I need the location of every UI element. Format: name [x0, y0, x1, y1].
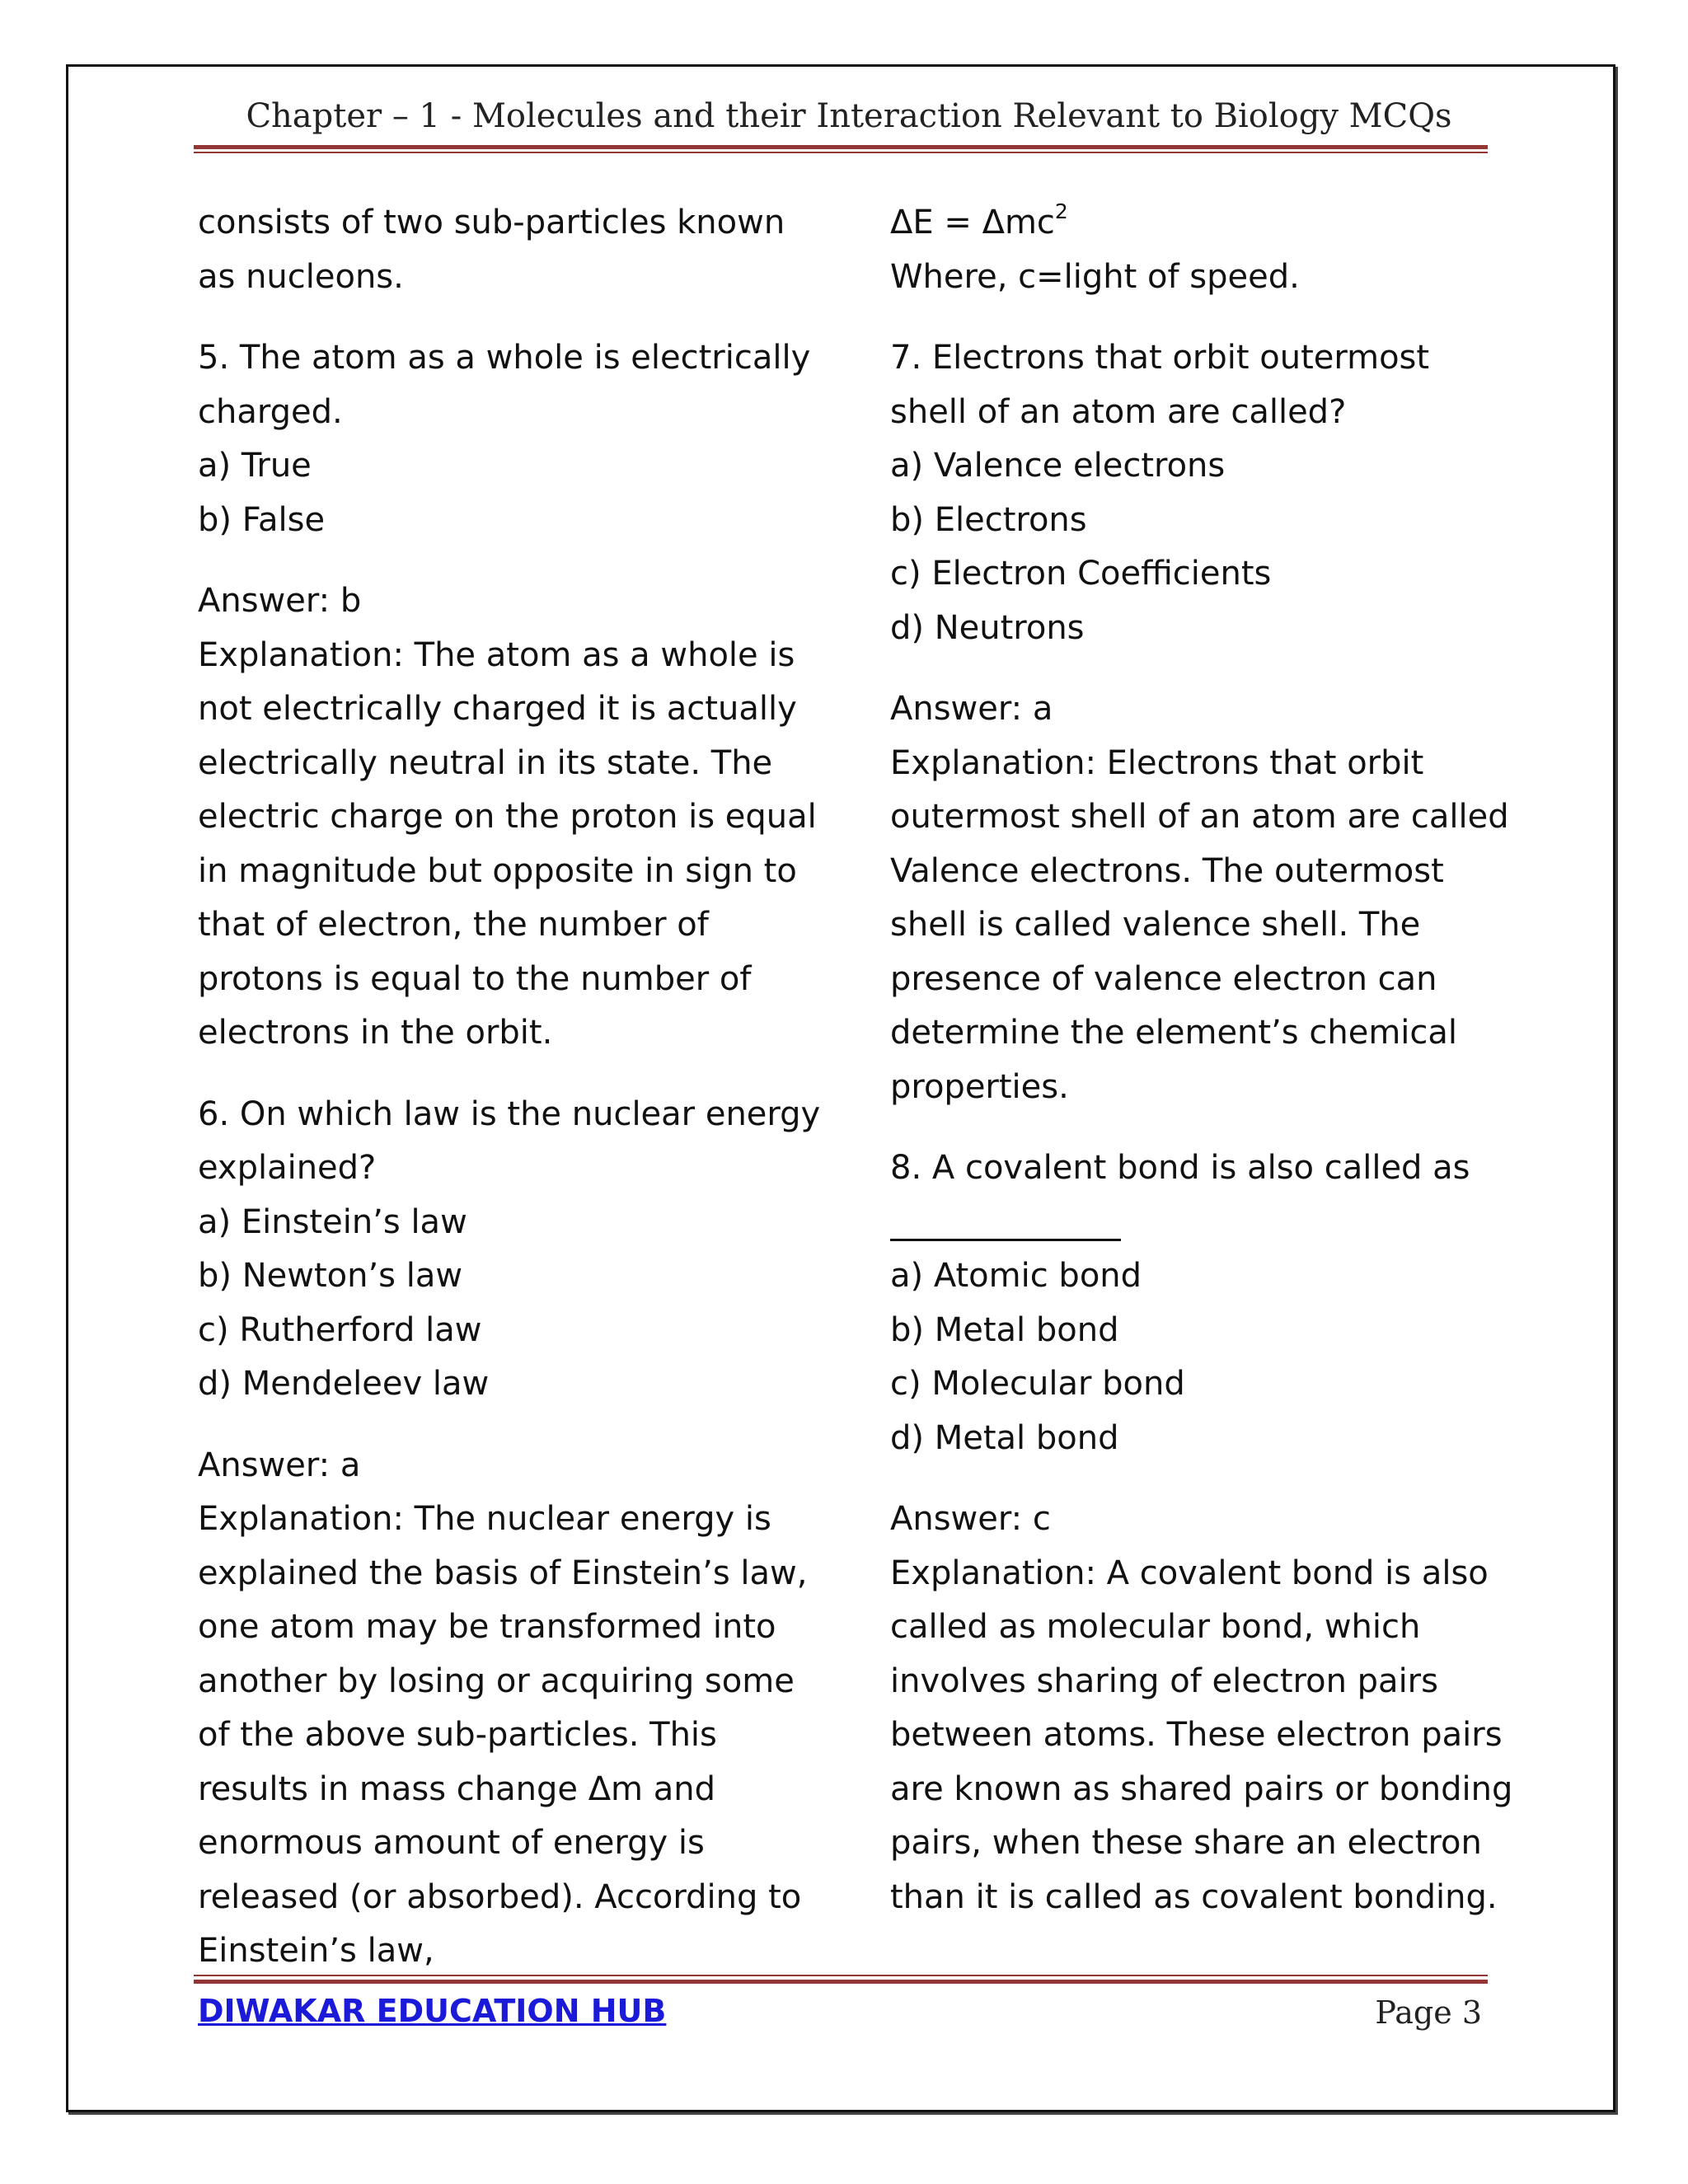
explanation-line: Explanation: The atom as a whole is: [198, 635, 795, 674]
option-a: a) Einstein’s law: [198, 1202, 467, 1241]
formula-note: Where, c=light of speed.: [890, 257, 1300, 296]
question-block-6: [198, 1088, 821, 1979]
option-c: c) Rutherford law: [198, 1310, 482, 1349]
explanation-line: another by losing or acquiring some: [198, 1661, 795, 1700]
option-a: a) True: [198, 447, 312, 485]
explanation-line: electrons in the orbit.: [198, 1014, 553, 1052]
blank-underline: [890, 1196, 1121, 1241]
explanation-line: properties.: [890, 1067, 1069, 1106]
explanation-line: one atom may be transformed into: [198, 1608, 776, 1646]
explanation-line: presence of valence electron can: [890, 959, 1437, 998]
formula-superscript: 2: [1054, 199, 1068, 223]
question-text: charged.: [198, 392, 343, 431]
left-column: [198, 196, 821, 1979]
header-rule-thick: [194, 145, 1488, 149]
page-header-title: Chapter – 1 - Molecules and their Interaction Relevant to Biology MCQs: [246, 97, 1452, 135]
answer-line: Answer: a: [198, 1446, 361, 1484]
text-line: consists of two sub-particles known: [198, 204, 785, 241]
option-c: c) Electron Coefficients: [890, 555, 1272, 593]
explanation-line: that of electron, the number of: [198, 906, 709, 944]
explanation-line: shell is called valence shell. The: [890, 906, 1421, 944]
question-text: 5. The atom as a whole is electrically: [198, 339, 811, 377]
explanation-line: results in mass change Δm and: [198, 1769, 715, 1808]
explanation-line: are known as shared pairs or bonding: [890, 1769, 1513, 1808]
option-d: d) Metal bond: [890, 1418, 1119, 1457]
footer-brand-link[interactable]: DIWAKAR EDUCATION HUB: [198, 1993, 667, 2029]
explanation-line: called as molecular bond, which: [890, 1608, 1421, 1646]
explanation-line: pairs, when these share an electron: [890, 1824, 1482, 1862]
explanation-line: enormous amount of energy is: [198, 1824, 705, 1862]
option-b: b) Electrons: [890, 500, 1087, 539]
explanation-line: Einstein’s law,: [198, 1932, 434, 1970]
fill-in-blank: [890, 1196, 1484, 1250]
footer-rule-thin: [194, 1975, 1488, 1976]
header-rule-thin: [194, 152, 1488, 153]
question-text: explained?: [198, 1149, 377, 1187]
question-text: shell of an atom are called?: [890, 392, 1347, 431]
option-c: c) Molecular bond: [890, 1365, 1185, 1403]
option-a: a) Valence electrons: [890, 447, 1226, 485]
option-b: b) Metal bond: [890, 1310, 1119, 1349]
option-b: b) Newton’s law: [198, 1257, 463, 1295]
option-d: d) Neutrons: [890, 608, 1085, 647]
explanation-line: than it is called as covalent bonding.: [890, 1877, 1498, 1916]
option-b: b) False: [198, 500, 326, 539]
explanation-line: Explanation: The nuclear energy is: [198, 1500, 771, 1538]
energy-formula: [890, 196, 1484, 251]
answer-line: Answer: a: [890, 690, 1053, 728]
explanation-line: explained the basis of Einstein’s law,: [198, 1554, 808, 1592]
question-block-5: [198, 331, 817, 1061]
right-column: [890, 196, 1513, 1924]
explanation-line: not electrically charged it is actually: [198, 690, 797, 728]
formula-base: ΔE = Δmc: [890, 204, 1055, 241]
explanation-line: Explanation: A covalent bond is also: [890, 1554, 1489, 1592]
explanation-line: in magnitude but opposite in sign to: [198, 851, 797, 890]
page-number: Page 3: [1375, 1994, 1482, 2031]
explanation-line: between atoms. These electron pairs: [890, 1716, 1503, 1754]
question-block-7: [890, 331, 1509, 1114]
question-text: 8. A covalent bond is also called as: [890, 1149, 1470, 1187]
question-text: 6. On which law is the nuclear energy: [198, 1094, 821, 1133]
explanation-line: protons is equal to the number of: [198, 959, 752, 998]
question-text: 7. Electrons that orbit outermost: [890, 339, 1430, 377]
explanation-line: involves sharing of electron pairs: [890, 1661, 1438, 1700]
answer-line: Answer: c: [890, 1500, 1051, 1538]
explanation-line: Valence electrons. The outermost: [890, 851, 1444, 890]
question-block-8: [890, 1141, 1513, 1924]
explanation-line: Explanation: Electrons that orbit: [890, 743, 1424, 782]
answer-line: Answer: b: [198, 582, 362, 620]
option-a: a) Atomic bond: [890, 1257, 1142, 1295]
footer-rule-thick: [194, 1980, 1488, 1984]
explanation-line: electrically neutral in its state. The: [198, 743, 773, 782]
explanation-line: electric charge on the proton is equal: [198, 798, 817, 836]
option-d: d) Mendeleev law: [198, 1365, 490, 1403]
explanation-line: released (or absorbed). According to: [198, 1877, 802, 1916]
explanation-line: of the above sub-particles. This: [198, 1716, 717, 1754]
text-line: as nucleons.: [198, 257, 404, 296]
explanation-line: outermost shell of an atom are called: [890, 798, 1509, 836]
explanation-line: determine the element’s chemical: [890, 1014, 1458, 1052]
